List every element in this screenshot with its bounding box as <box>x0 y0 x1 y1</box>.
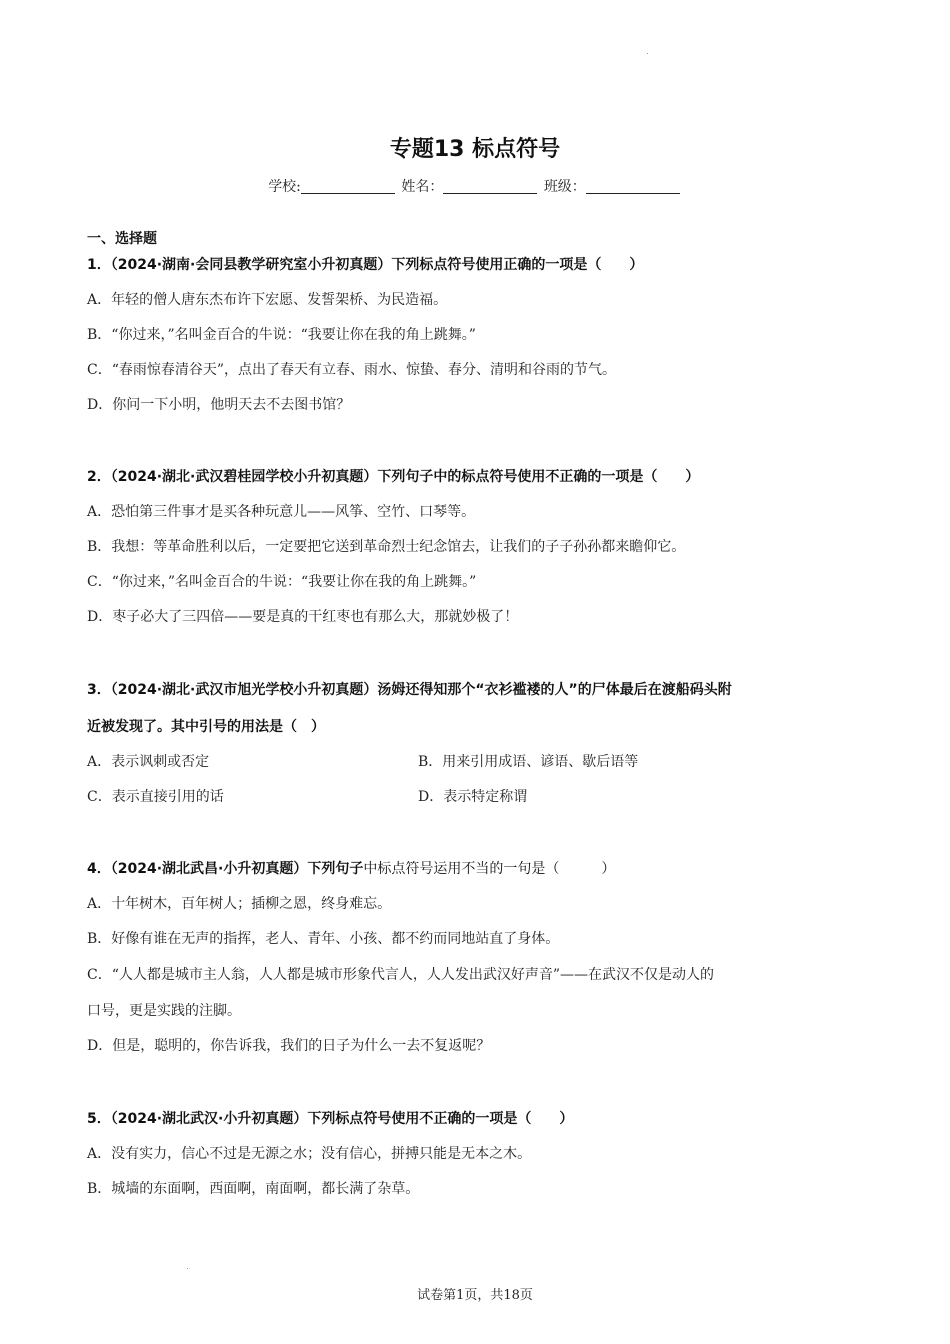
question-3-option-a: A．表示讽刺或否定 <box>87 754 210 770</box>
name-blank <box>443 179 537 194</box>
question-2-option-b: B．我想：等革命胜利以后，一定要把它送到革命烈士纪念馆去，让我们的子子孙孙都来瞻仰它。 <box>87 539 686 555</box>
question-2-stem: 2．（2024·湖北·武汉碧桂园学校小升初真题）下列句子中的标点符号使用不正确的一项是（ ） <box>87 469 700 485</box>
class-label: 班级： <box>543 179 586 195</box>
question-4-option-b: B．好像有谁在无声的指挥，老人、青年、小孩、都不约而同地站直了身体。 <box>87 931 560 947</box>
page-title: 专题13 标点符号 <box>389 137 561 162</box>
question-1-option-b: B．“你过来，”名叫金百合的牛说：“我要让你在我的角上跳舞。” <box>87 327 476 343</box>
question-5-option-b: B．城墙的东面啊，西面啊，南面啊，都长满了杂草。 <box>87 1181 420 1197</box>
question-2-option-a: A．恐怕第三件事才是买各种玩意儿——风筝、空竹、口琴等。 <box>87 504 476 520</box>
student-info-line <box>0 176 950 196</box>
question-1-option-a: A．年轻的僧人唐东杰布许下宏愿、发誓架桥、为民造福。 <box>87 292 448 308</box>
question-3-stem-line-1: 3．（2024·湖北·武汉市旭光学校小升初真题）汤姆还得知那个“衣衫褴褛的人”的尸体最后在渡船码头附 <box>87 682 732 698</box>
decorative-dot <box>647 53 648 54</box>
class-blank <box>586 179 680 194</box>
section-heading: 一、选择题 <box>87 231 157 247</box>
question-4-option-a: A．十年树木，百年树人；插柳之恩，终身难忘。 <box>87 896 392 912</box>
question-3-option-b: B．用来引用成语、谚语、歇后语等 <box>418 754 639 770</box>
question-1-option-d: D．你问一下小明，他明天去不去图书馆？ <box>87 397 351 413</box>
question-3-stem-line-2: 近被发现了。其中引号的用法是（ ） <box>87 719 325 735</box>
question-2-option-c: C．“你过来，”名叫金百合的牛说：“我要让你在我的角上跳舞。” <box>87 574 477 590</box>
question-2-option-d: D．枣子必大了三四倍——要是真的干红枣也有那么大，那就妙极了！ <box>87 609 519 625</box>
question-4-option-c-line-1: C．“人人都是城市主人翁，人人都是城市形象代言人，人人发出武汉好声音”——在武汉不仅是动人的 <box>87 967 715 983</box>
question-5-option-a: A．没有实力，信心不过是无源之水；没有信心，拼搏只能是无本之木。 <box>87 1146 532 1162</box>
question-4-option-c-line-2: 口号，更是实践的注脚。 <box>87 1003 241 1019</box>
question-4-stem-rest: 中标点符号运用不当的一句是（ ） <box>363 861 616 877</box>
question-4-stem-bold: 4．（2024·湖北武昌·小升初真题）下列句子 <box>87 861 364 877</box>
school-blank <box>301 179 395 194</box>
question-4-stem <box>87 858 615 878</box>
question-4-option-d: D．但是，聪明的，你告诉我，我们的日子为什么一去不复返呢？ <box>87 1038 491 1054</box>
question-3-option-c: C．表示直接引用的话 <box>87 789 224 805</box>
name-label: 姓名： <box>401 179 444 195</box>
page-footer: 试卷第1页，共18页 <box>417 1288 533 1303</box>
question-3-option-d: D．表示特定称谓 <box>418 789 528 805</box>
question-5-stem: 5．（2024·湖北武汉·小升初真题）下列标点符号使用不正确的一项是（ ） <box>87 1111 574 1127</box>
question-1-stem: 1．（2024·湖南·会同县教学研究室小升初真题）下列标点符号使用正确的一项是（ ） <box>87 257 644 273</box>
question-1-option-c: C．“春雨惊春清谷天”，点出了春天有立春、雨水、惊蛰、春分、清明和谷雨的节气。 <box>87 362 617 378</box>
school-label: 学校: <box>268 179 301 195</box>
decorative-dot <box>187 1268 188 1269</box>
